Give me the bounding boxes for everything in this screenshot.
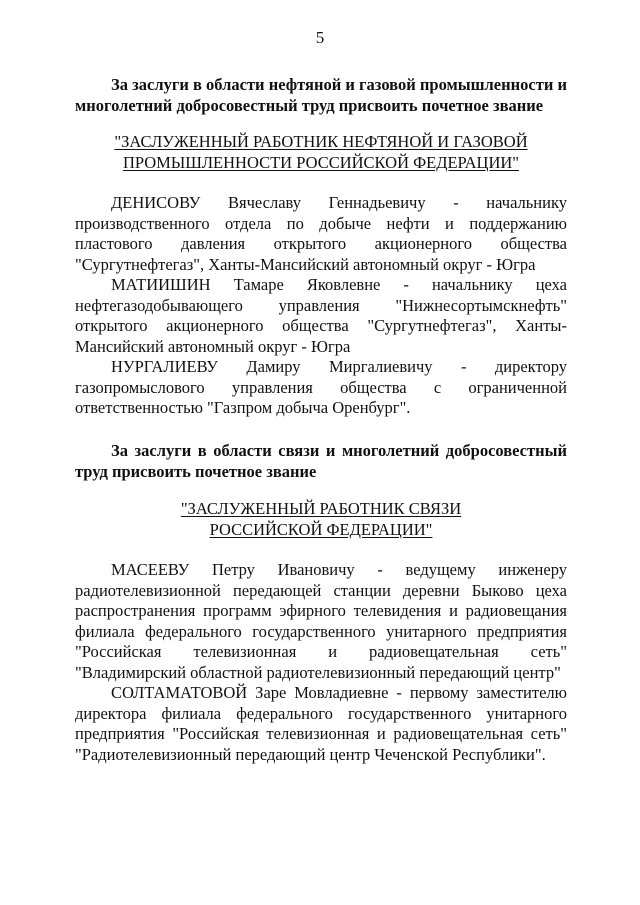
title-line: ПРОМЫШЛЕННОСТИ РОССИЙСКОЙ ФЕДЕРАЦИИ" [122,153,520,172]
section-heading: За заслуги в области нефтяной и газовой промышленности и многолетний добросовестный труд присвоить почетное звание [75,75,567,115]
awardee-entry: ДЕНИСОВУ Вячеславу Геннадьевичу - начальнику производственного отдела по добыче нефти и поддержанию пластового давления открытого акционерного общества "Сургутнефтегаз", Ханты-Мансийский автономный округ - Югра [75,193,567,274]
awardee-entry: МАТИИШИН Тамаре Яковлевне - начальнику цеха нефтегазодобывающего управления "Нижнесортымскнефть" открытого акционерного общества "Сургутнефтегаз", Ханты-Мансийский автономный округ - Югра [75,275,567,356]
awardee-entry: СОЛТАМАТОВОЙ Заре Мовладиевне - первому заместителю директора филиала федерального государственного унитарного предприятия "Российская телевизионная и радиовещательная сеть" "Радиотелевизионный передающий центр Чеченской Республики". [75,683,567,764]
section-communications [75,440,567,482]
page-number: 5 [315,28,325,47]
section-oil-gas [75,74,567,116]
honorary-title-oil-gas [75,131,567,173]
honorary-title-communications [75,498,567,540]
awardee-list-oil-gas [75,193,567,419]
title-line: "ЗАСЛУЖЕННЫЙ РАБОТНИК СВЯЗИ [180,499,462,518]
awardee-entry: МАСЕЕВУ Петру Ивановичу - ведущему инженеру радиотелевизионной передающей станции деревни Быково цеха распространения программ эфирного телевидения и радиовещания филиала федерального государственного унитарного предприятия "Российская телевизионная и радиовещательная сеть" "Владимирский областной радиотелевизионный передающий центр" [75,560,567,682]
awardee-list-communications [75,560,567,765]
title-line: РОССИЙСКОЙ ФЕДЕРАЦИИ" [209,520,433,539]
section-heading: За заслуги в области связи и многолетний добросовестный труд присвоить почетное звание [75,441,567,481]
awardee-entry: НУРГАЛИЕВУ Дамиру Миргалиевичу - директору газопромыслового управления общества с ограниченной ответственностью "Газпром добыча Оренбург". [75,357,567,417]
title-line: "ЗАСЛУЖЕННЫЙ РАБОТНИК НЕФТЯНОЙ И ГАЗОВОЙ [114,132,528,151]
